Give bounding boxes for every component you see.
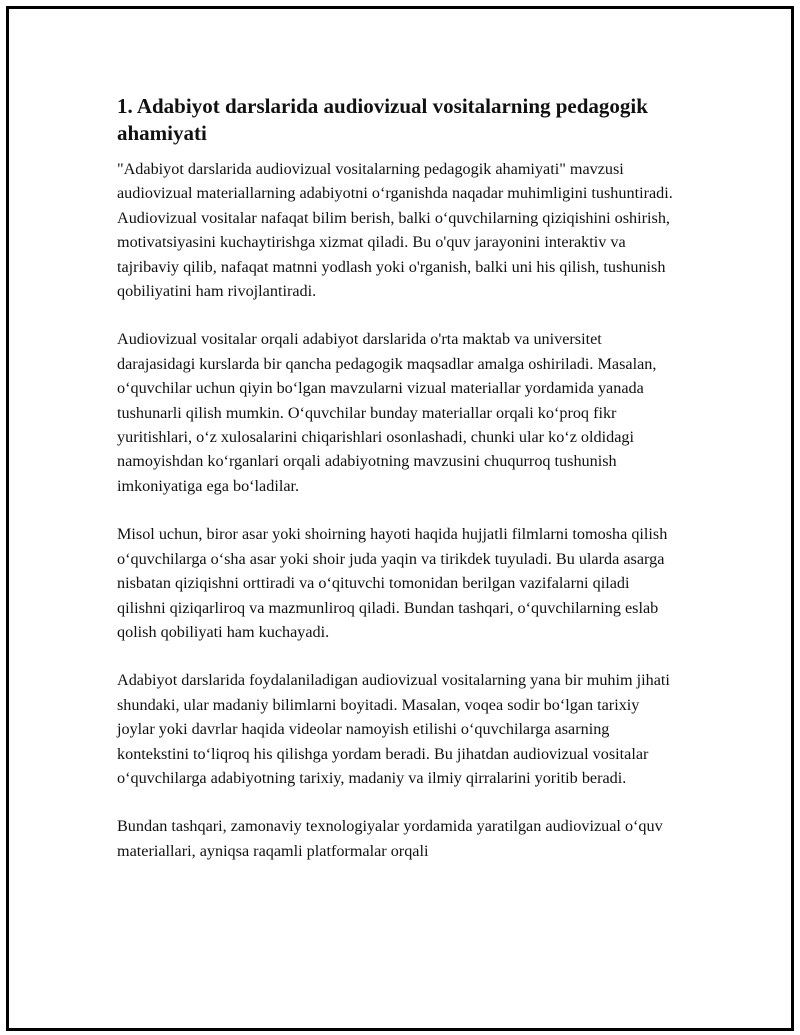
section-heading: 1. Adabiyot darslarida audiovizual vositalarning pedagogik ahamiyati <box>117 94 648 145</box>
paragraph: Bundan tashqari, zamonaviy texnologiyalar yordamida yaratilgan audiovizual o‘quv materiallari, ayniqsa raqamli platformalar orqali <box>117 817 663 860</box>
paragraph: Adabiyot darslarida foydalaniladigan audiovizual vositalarning yana bir muhim jihati shundaki, ular madaniy bilimlarni boyitadi. Masalan, voqea sodir bo‘lgan tarixiy joylar yoki davrlar haqida videolar namoyish etilishi o‘quvchilarga asarning kontekstini to‘liqroq his qilishga yordam beradi. Bu jihatdan audiovizual vositalar o‘quvchilarga adabiyotning tarixiy, madaniy va ilmiy qirralarini yoritib beradi. <box>117 671 670 787</box>
paragraph: "Adabiyot darslarida audiovizual vositalarning pedagogik ahamiyati" mavzusi audiovizual materiallarning adabiyotni o‘rganishda naqadar muhimligini tushuntiradi. Audiovizual vositalar nafaqat bilim berish, balki o‘quvchilarning qiziqishini oshirish, motivatsiyasini kuchaytirishga xizmat qiladi. Bu o'quv jarayonini interaktiv va tajribaviy qilib, nafaqat matnni yodlash yoki o'rganish, balki uni his qilish, tushunish qobiliyatini ham rivojlantiradi. <box>117 160 673 301</box>
paragraph: Misol uchun, biror asar yoki shoirning hayoti haqida hujjatli filmlarni tomosha qilish o‘quvchilarga o‘sha asar yoki shoir juda yaqin va tirikdek tuyuladi. Bu ularda asarga nisbatan qiziqishni orttiradi va o‘qituvchi tomonidan berilgan vazifalarni qiladi qilishni qiziqarliroq va mazmunliroq qiladi. Bundan tashqari, o‘quvchilarning eslab qolish qobiliyati ham kuchayadi. <box>117 525 668 641</box>
document-body <box>117 93 677 887</box>
paragraph: Audiovizual vositalar orqali adabiyot darslarida o'rta maktab va universitet darajasidagi kurslarda bir qancha pedagogik maqsadlar amalga oshiriladi. Masalan, o‘quvchilar uchun qiyin bo‘lgan mavzularni vizual materiallar yordamida yanada tushunarli qilish mumkin. O‘quvchilar bunday materiallar orqali ko‘proq fikr yuritishlari, o‘z xulosalarini chiqarishlari osonlashadi, chunki ular ko‘z oldidagi namoyishdan ko‘rganlari orqali adabiyotning mavzusini chuqurroq tushunish imkoniyatiga ega bo‘ladilar. <box>117 330 657 495</box>
